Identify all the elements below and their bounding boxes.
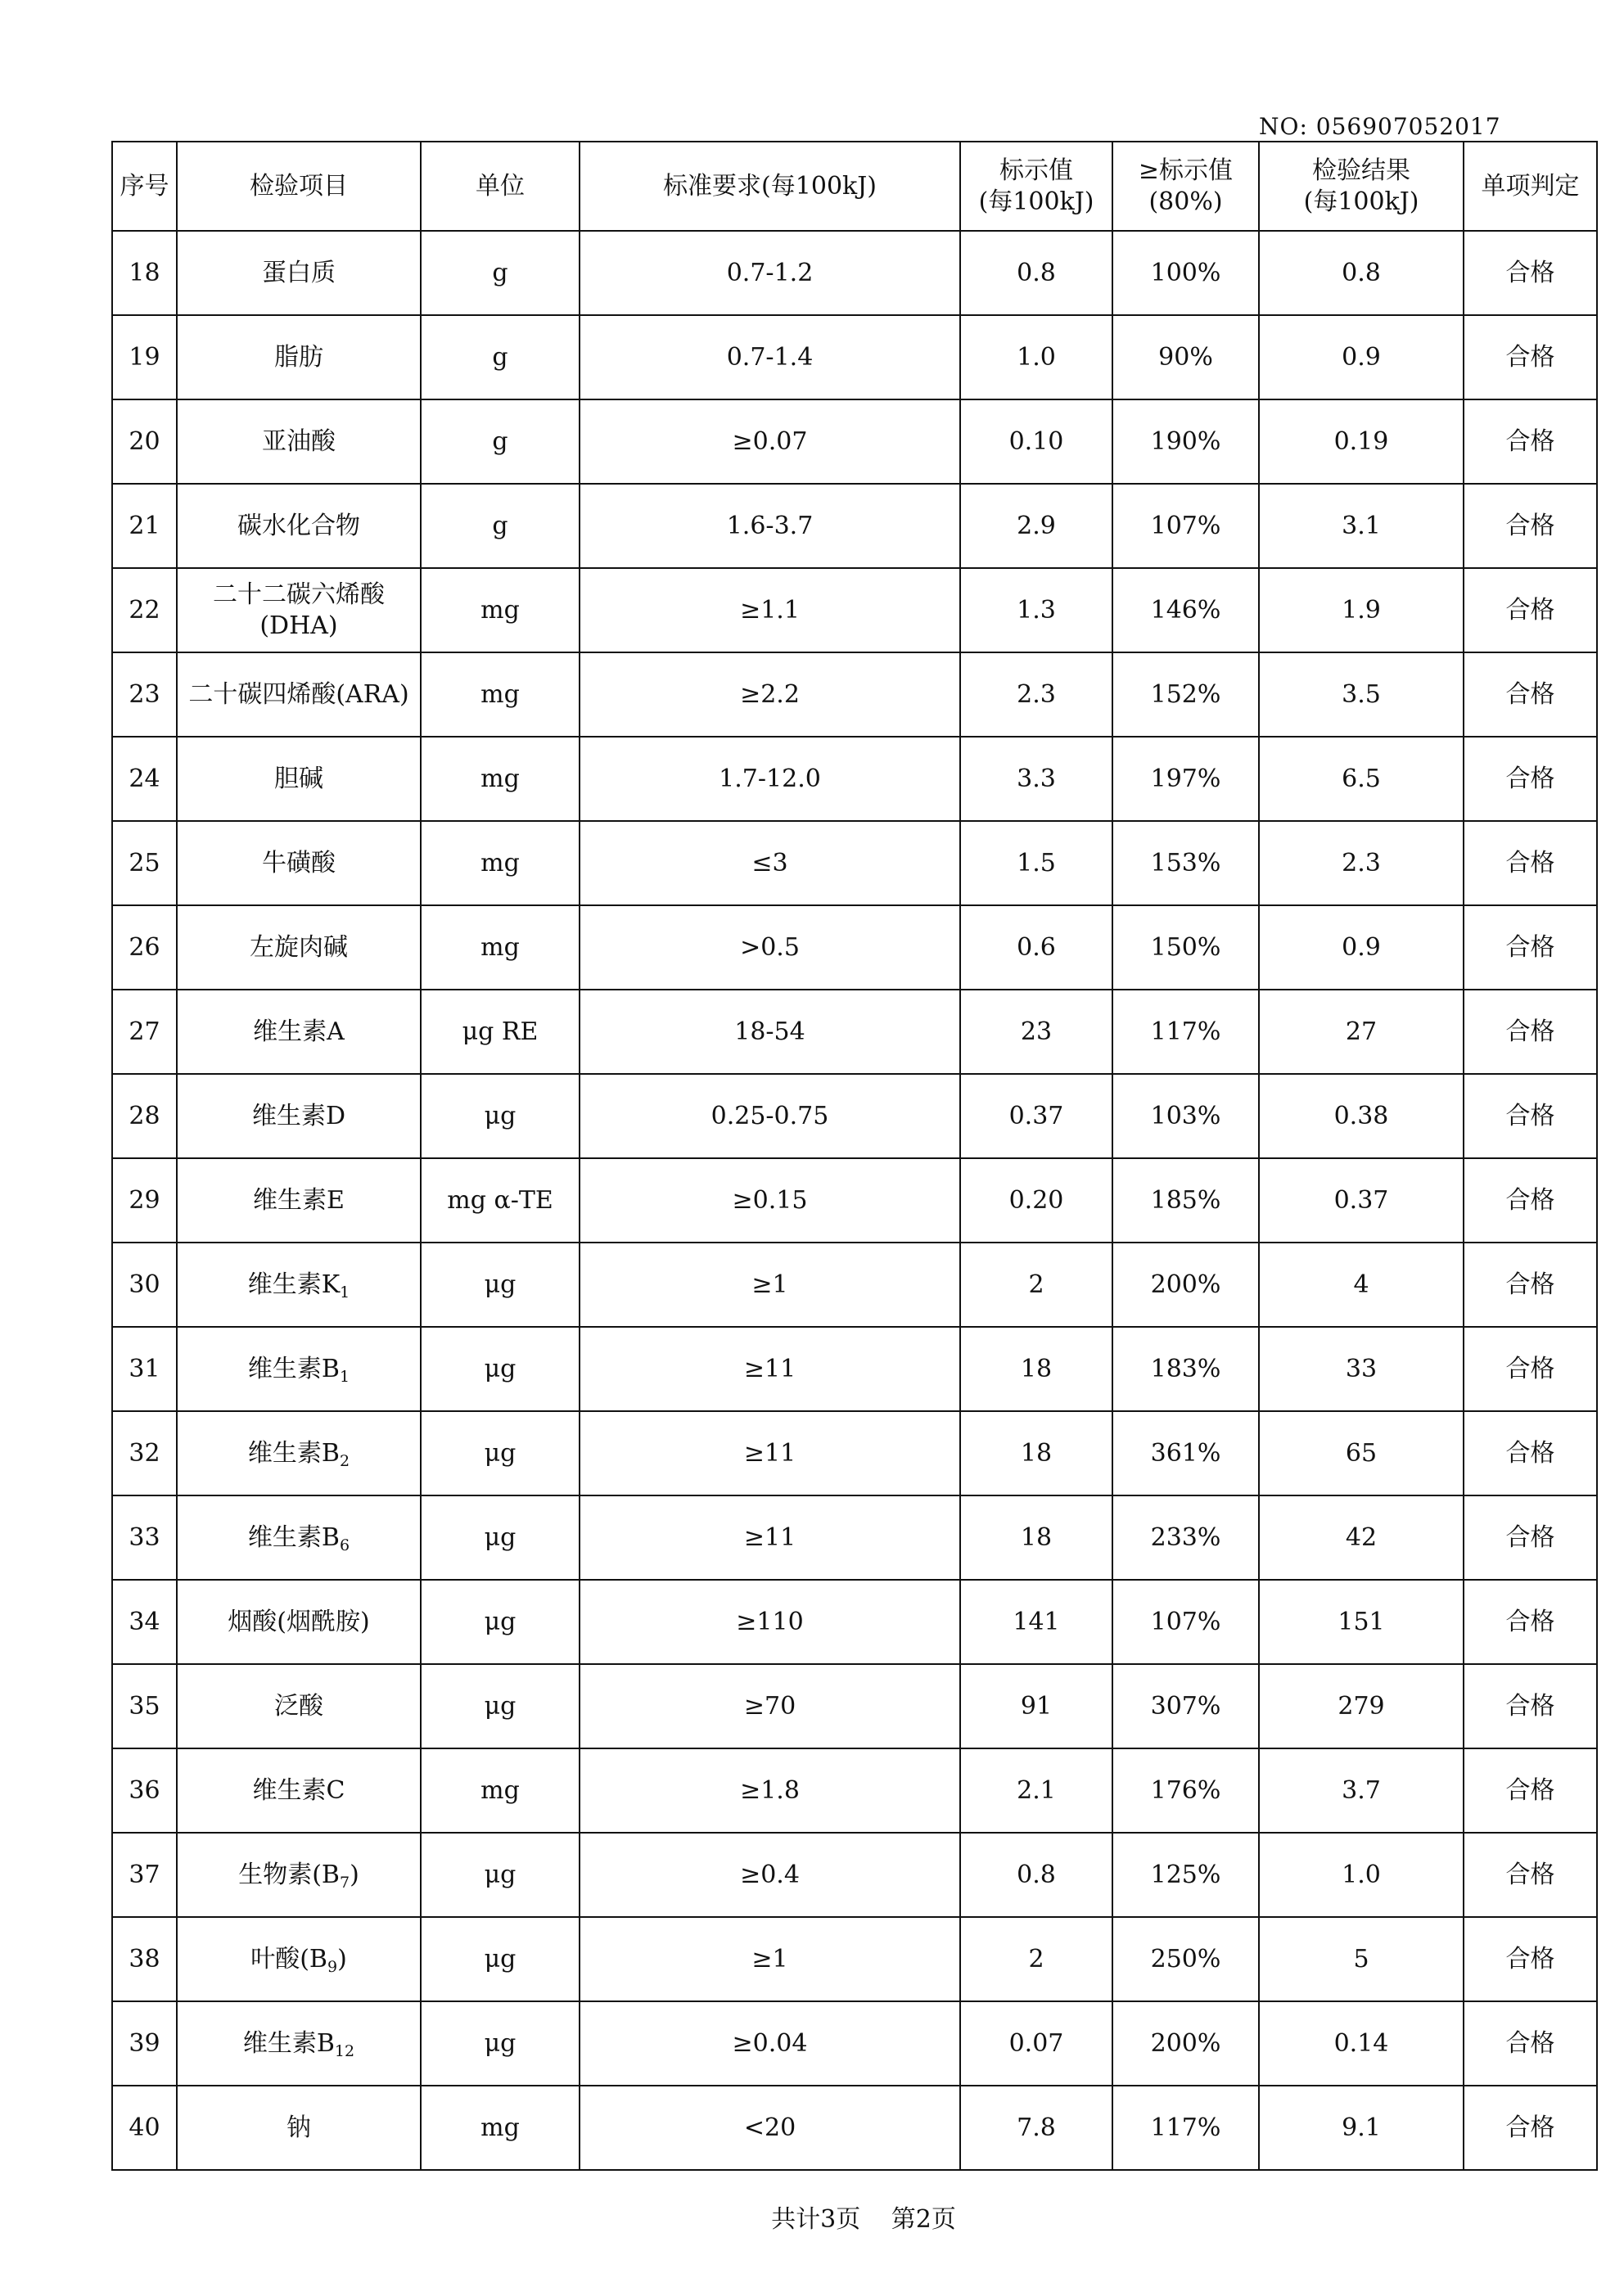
cell-unit: μg RE [421,990,580,1074]
cell-seq: 18 [112,231,177,315]
cell-unit: mg [421,821,580,905]
cell-result: 0.9 [1259,905,1464,990]
cell-seq: 33 [112,1495,177,1580]
item-text: 钠 [286,2113,311,2142]
cell-item [177,484,421,568]
cell-pct: 146% [1112,568,1259,652]
cell-pct: 103% [1112,1074,1259,1158]
cell-unit: g [421,484,580,568]
table-row [112,231,1597,315]
cell-verdict: 合格 [1464,399,1597,484]
table-row [112,905,1597,990]
cell-seq: 19 [112,315,177,399]
cell-item [177,821,421,905]
cell-standard: ≥1 [580,1917,960,2001]
cell-verdict: 合格 [1464,990,1597,1074]
item-text: 脂肪 [274,342,323,372]
cell-seq: 22 [112,568,177,652]
cell-result: 1.0 [1259,1833,1464,1917]
cell-unit: g [421,231,580,315]
cell-standard: <20 [580,2086,960,2170]
cell-seq: 39 [112,2001,177,2086]
item-subscript: 7 [339,1873,350,1892]
cell-unit: g [421,399,580,484]
cell-labeled: 18 [960,1495,1112,1580]
cell-item [177,315,421,399]
cell-standard: ≥2.2 [580,652,960,737]
item-text: 维生素B [247,1354,340,1383]
cell-result: 0.38 [1259,1074,1464,1158]
table-row [112,1748,1597,1833]
header-row [112,142,1597,231]
cell-verdict: 合格 [1464,1243,1597,1327]
cell-result: 4 [1259,1243,1464,1327]
item-text: 牛磺酸 [262,848,336,877]
item-text: 维生素D [251,1101,346,1130]
cell-item [177,1580,421,1664]
item-subscript: 1 [340,1283,350,1301]
cell-verdict: 合格 [1464,484,1597,568]
item-text: 蛋白质 [262,258,336,287]
cell-pct: 185% [1112,1158,1259,1243]
cell-standard: ≥1.1 [580,568,960,652]
cell-pct: 107% [1112,1580,1259,1664]
cell-unit: μg [421,1243,580,1327]
cell-item [177,399,421,484]
cell-pct: 107% [1112,484,1259,568]
cell-pct: 176% [1112,1748,1259,1833]
cell-standard: ≥11 [580,1495,960,1580]
cell-seq: 40 [112,2086,177,2170]
cell-result: 2.3 [1259,821,1464,905]
total-pages: 共计3页 [771,2205,861,2234]
cell-unit: mg [421,2086,580,2170]
item-text: 二十二碳六烯酸 [213,580,385,609]
table-row [112,399,1597,484]
item-text: 亚油酸 [262,426,336,456]
item-text: 左旋肉碱 [250,932,348,962]
cell-standard: 18-54 [580,990,960,1074]
cell-labeled: 2.1 [960,1748,1112,1833]
cell-item [177,737,421,821]
item-suffix: ) [337,1944,347,1973]
page-footer [0,2199,1624,2235]
table-row [112,1664,1597,1748]
cell-pct: 117% [1112,2086,1259,2170]
cell-standard: ≥0.07 [580,399,960,484]
cell-result: 0.37 [1259,1158,1464,1243]
cell-standard: ≥110 [580,1580,960,1664]
table-header [112,142,1597,231]
cell-item [177,1074,421,1158]
cell-item [177,568,421,652]
header-text: (每100kJ) [1303,187,1419,216]
cell-pct: 250% [1112,1917,1259,2001]
cell-verdict: 合格 [1464,1158,1597,1243]
cell-labeled: 2.9 [960,484,1112,568]
cell-labeled: 18 [960,1411,1112,1495]
cell-standard: >0.5 [580,905,960,990]
item-text: 维生素C [252,1775,345,1805]
cell-verdict: 合格 [1464,1917,1597,2001]
cell-verdict: 合格 [1464,821,1597,905]
table-row [112,737,1597,821]
cell-pct: 307% [1112,1664,1259,1748]
cell-unit: g [421,315,580,399]
header-standard [580,142,960,231]
cell-seq: 29 [112,1158,177,1243]
cell-item [177,1664,421,1748]
cell-standard: ≥0.04 [580,2001,960,2086]
cell-verdict: 合格 [1464,1495,1597,1580]
cell-pct: 361% [1112,1411,1259,1495]
cell-seq: 37 [112,1833,177,1917]
cell-standard: ≥0.15 [580,1158,960,1243]
cell-seq: 21 [112,484,177,568]
table-row [112,1158,1597,1243]
cell-labeled: 1.0 [960,315,1112,399]
table-row [112,568,1597,652]
cell-pct: 200% [1112,2001,1259,2086]
item-subscript: 1 [339,1367,350,1386]
item-text: 泛酸 [274,1691,323,1721]
cell-labeled: 18 [960,1327,1112,1411]
cell-item [177,2086,421,2170]
cell-result: 0.19 [1259,399,1464,484]
cell-item [177,2001,421,2086]
header-verdict [1464,142,1597,231]
item-text: 烟酸(烟酰胺) [228,1607,370,1636]
cell-standard: 1.7-12.0 [580,737,960,821]
cell-verdict: 合格 [1464,1664,1597,1748]
cell-standard: ≥1 [580,1243,960,1327]
item-text: 维生素A [253,1017,345,1046]
table-body [112,231,1597,2170]
cell-labeled: 2.3 [960,652,1112,737]
item-text: 维生素E [253,1185,345,1215]
cell-result: 279 [1259,1664,1464,1748]
cell-unit: μg [421,1917,580,2001]
cell-unit: μg [421,1074,580,1158]
cell-seq: 20 [112,399,177,484]
cell-item [177,1748,421,1833]
header-result [1259,142,1464,231]
cell-result: 42 [1259,1495,1464,1580]
cell-result: 9.1 [1259,2086,1464,2170]
cell-verdict: 合格 [1464,231,1597,315]
cell-standard: 0.25-0.75 [580,1074,960,1158]
item-text: 维生素B [247,1438,340,1468]
test-results-table [111,141,1598,2171]
item-text: (DHA) [259,611,338,640]
cell-seq: 25 [112,821,177,905]
item-subscript: 12 [334,2041,355,2060]
cell-pct: 125% [1112,1833,1259,1917]
item-text: 维生素B [242,2028,335,2058]
cell-labeled: 7.8 [960,2086,1112,2170]
cell-unit: mg [421,652,580,737]
cell-unit: mg [421,737,580,821]
cell-verdict: 合格 [1464,1074,1597,1158]
cell-verdict: 合格 [1464,1411,1597,1495]
header-unit [421,142,580,231]
header-text: 标准要求(每100kJ) [663,171,877,201]
header-text: 单位 [476,171,525,201]
cell-seq: 23 [112,652,177,737]
cell-result: 5 [1259,1917,1464,2001]
cell-unit: μg [421,1411,580,1495]
table-row [112,1833,1597,1917]
cell-verdict: 合格 [1464,1833,1597,1917]
cell-pct: 200% [1112,1243,1259,1327]
table-row [112,990,1597,1074]
cell-seq: 35 [112,1664,177,1748]
cell-item [177,231,421,315]
cell-item [177,1833,421,1917]
cell-verdict: 合格 [1464,315,1597,399]
cell-pct: 150% [1112,905,1259,990]
item-subscript: 6 [339,1536,350,1554]
cell-seq: 31 [112,1327,177,1411]
table-row [112,484,1597,568]
cell-item [177,990,421,1074]
item-text: 维生素K [247,1270,341,1299]
cell-unit: mg [421,905,580,990]
item-text: 二十碳四烯酸(ARA) [188,679,409,709]
table-row [112,2086,1597,2170]
item-text: 生物素(B [238,1860,340,1889]
cell-item [177,652,421,737]
cell-labeled: 0.8 [960,1833,1112,1917]
table-row [112,1580,1597,1664]
header-pct [1112,142,1259,231]
cell-pct: 153% [1112,821,1259,905]
cell-unit: mg [421,568,580,652]
cell-standard: ≤3 [580,821,960,905]
header-text: ≥标示值 [1138,156,1234,185]
item-subscript: 2 [339,1451,350,1470]
cell-item [177,1917,421,2001]
cell-result: 27 [1259,990,1464,1074]
header-item [177,142,421,231]
cell-item [177,1327,421,1411]
cell-seq: 30 [112,1243,177,1327]
cell-pct: 152% [1112,652,1259,737]
cell-unit: μg [421,1327,580,1411]
cell-pct: 117% [1112,990,1259,1074]
cell-labeled: 141 [960,1580,1112,1664]
cell-labeled: 23 [960,990,1112,1074]
cell-standard: ≥1.8 [580,1748,960,1833]
cell-verdict: 合格 [1464,737,1597,821]
item-text: 维生素B [247,1522,340,1552]
cell-result: 0.14 [1259,2001,1464,2086]
cell-pct: 233% [1112,1495,1259,1580]
cell-standard: ≥70 [580,1664,960,1748]
cell-result: 6.5 [1259,737,1464,821]
table-row [112,1495,1597,1580]
cell-seq: 34 [112,1580,177,1664]
cell-unit: mg [421,1748,580,1833]
cell-seq: 32 [112,1411,177,1495]
table-row [112,821,1597,905]
cell-item [177,1411,421,1495]
cell-labeled: 3.3 [960,737,1112,821]
header-text: (80%) [1148,187,1223,216]
table-row [112,1327,1597,1411]
table-row [112,1411,1597,1495]
cell-unit: μg [421,1664,580,1748]
cell-item [177,1243,421,1327]
header-text: 检验结果 [1312,156,1410,185]
cell-pct: 100% [1112,231,1259,315]
cell-seq: 38 [112,1917,177,2001]
cell-standard: 0.7-1.4 [580,315,960,399]
cell-verdict: 合格 [1464,568,1597,652]
cell-labeled: 0.37 [960,1074,1112,1158]
item-text: 叶酸(B [250,1944,327,1973]
cell-result: 65 [1259,1411,1464,1495]
cell-labeled: 1.3 [960,568,1112,652]
cell-labeled: 2 [960,1243,1112,1327]
header-text: 标示值 [999,156,1073,185]
cell-standard: 0.7-1.2 [580,231,960,315]
cell-result: 3.1 [1259,484,1464,568]
cell-verdict: 合格 [1464,905,1597,990]
cell-verdict: 合格 [1464,2001,1597,2086]
cell-result: 0.9 [1259,315,1464,399]
cell-result: 33 [1259,1327,1464,1411]
header-seq [112,142,177,231]
cell-unit: μg [421,1580,580,1664]
cell-unit: μg [421,2001,580,2086]
cell-standard: ≥11 [580,1411,960,1495]
table-row [112,315,1597,399]
cell-labeled: 2 [960,1917,1112,2001]
cell-item [177,905,421,990]
cell-labeled: 91 [960,1664,1112,1748]
cell-standard: ≥11 [580,1327,960,1411]
cell-result: 0.8 [1259,231,1464,315]
cell-labeled: 0.07 [960,2001,1112,2086]
cell-labeled: 0.10 [960,399,1112,484]
item-subscript: 9 [327,1957,338,1976]
header-text: 序号 [120,171,169,201]
cell-result: 3.5 [1259,652,1464,737]
cell-labeled: 1.5 [960,821,1112,905]
cell-verdict: 合格 [1464,1327,1597,1411]
cell-pct: 90% [1112,315,1259,399]
current-page: 第2页 [891,2205,956,2234]
cell-unit: mg α-TE [421,1158,580,1243]
cell-standard: 1.6-3.7 [580,484,960,568]
cell-pct: 197% [1112,737,1259,821]
table-row [112,1917,1597,2001]
item-text: 碳水化合物 [237,511,360,540]
cell-pct: 183% [1112,1327,1259,1411]
table-row [112,1243,1597,1327]
cell-labeled: 0.8 [960,231,1112,315]
cell-unit: μg [421,1833,580,1917]
header-text: 检验项目 [250,171,348,201]
table-row [112,1074,1597,1158]
table-row [112,2001,1597,2086]
cell-result: 1.9 [1259,568,1464,652]
cell-result: 151 [1259,1580,1464,1664]
item-suffix: ) [350,1860,359,1889]
cell-pct: 190% [1112,399,1259,484]
table-row [112,652,1597,737]
cell-verdict: 合格 [1464,1748,1597,1833]
cell-unit: μg [421,1495,580,1580]
cell-verdict: 合格 [1464,2086,1597,2170]
cell-seq: 27 [112,990,177,1074]
item-text: 胆碱 [274,764,323,793]
cell-seq: 26 [112,905,177,990]
header-labeled [960,142,1112,231]
cell-verdict: 合格 [1464,652,1597,737]
cell-item [177,1495,421,1580]
header-text: 单项判定 [1481,171,1580,201]
cell-labeled: 0.6 [960,905,1112,990]
cell-item [177,1158,421,1243]
cell-standard: ≥0.4 [580,1833,960,1917]
cell-seq: 36 [112,1748,177,1833]
cell-seq: 24 [112,737,177,821]
header-text: (每100kJ) [978,187,1094,216]
cell-verdict: 合格 [1464,1580,1597,1664]
cell-result: 3.7 [1259,1748,1464,1833]
cell-seq: 28 [112,1074,177,1158]
cell-labeled: 0.20 [960,1158,1112,1243]
report-number: NO: 056907052017 [1259,113,1501,140]
